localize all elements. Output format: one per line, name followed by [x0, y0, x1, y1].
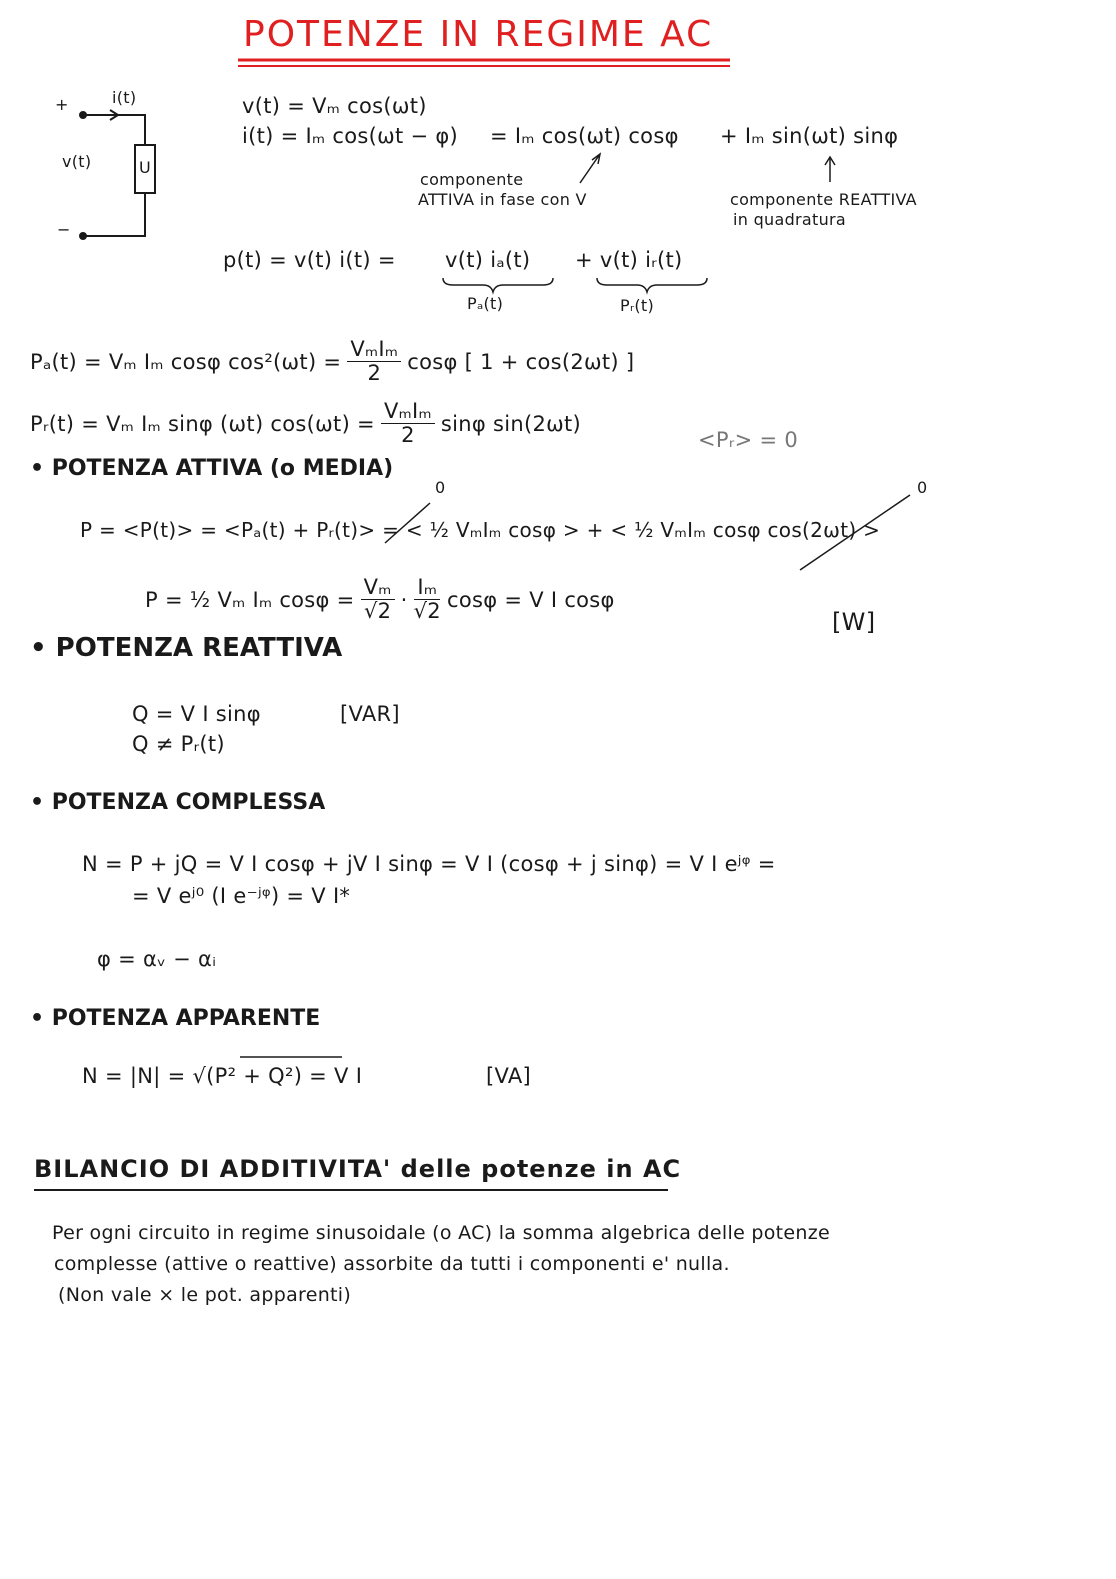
arrow-active — [580, 154, 600, 183]
paragraph-line-1: Per ogni circuito in regime sinusoidale (o AC) la somma algebrica delle potenze — [52, 1222, 831, 1244]
component-label: U — [139, 158, 152, 177]
pr-average: <Pᵣ> = 0 — [698, 428, 798, 452]
eq-pr — [30, 400, 581, 447]
pr-den: 2 — [401, 423, 415, 448]
eq-n-2: = V eʲ⁰ (I e⁻ʲᵠ) = V I* — [132, 884, 351, 908]
pr-left: Pᵣ(t) = Vₘ Iₘ sinφ (ωt) cos(ωt) = — [30, 411, 375, 436]
pr-fraction — [381, 400, 435, 447]
minus-sign: − — [57, 220, 71, 239]
eq-pa — [30, 338, 634, 385]
eq-q: Q = V I sinφ — [132, 702, 261, 726]
p-f1-num: Vₘ — [361, 576, 395, 600]
heading-balance: BILANCIO DI ADDITIVITA' delle potenze in AC — [34, 1155, 682, 1183]
p-frac-i — [414, 576, 441, 623]
pr-right: sinφ sin(2ωt) — [440, 411, 582, 436]
pa-right: cosφ [ 1 + cos(2ωt) ] — [407, 349, 635, 374]
heading-apparent-power: • POTENZA APPARENTE — [30, 1006, 321, 1031]
eq-n-1: N = P + jQ = V I cosφ + jV I sinφ = V I (cosφ + j sinφ) = V I eʲᵠ = — [82, 852, 776, 876]
p-f2-den: √2 — [413, 599, 441, 624]
note-reactive-1: componente REATTIVA — [730, 190, 917, 209]
p-dot: · — [400, 587, 408, 612]
zero-label-1: 0 — [435, 478, 446, 497]
voltage-label: v(t) — [62, 152, 92, 171]
plus-sign: + — [55, 95, 69, 114]
heading-reactive-power: • POTENZA REATTIVA — [30, 633, 343, 663]
brace-label-active: Pₐ(t) — [467, 294, 504, 313]
wire-bottom — [83, 193, 145, 236]
pa-fraction — [347, 338, 401, 385]
heading-complex-power: • POTENZA COMPLESSA — [30, 790, 326, 815]
pr-num: VₘIₘ — [381, 400, 435, 424]
eq-p-result — [145, 576, 615, 623]
page-title: POTENZE IN REGIME AC — [243, 14, 714, 55]
note-reactive-2: in quadratura — [733, 210, 847, 229]
eq-current-reactive: + Iₘ sin(ωt) sinφ — [720, 124, 899, 148]
p-frac-v — [361, 576, 395, 623]
heading-active-power: • POTENZA ATTIVA (o MEDIA) — [30, 456, 394, 481]
p-end: cosφ = V I cosφ — [446, 587, 615, 612]
current-label: i(t) — [112, 88, 137, 107]
eq-phi: φ = αᵥ − αᵢ — [97, 947, 217, 971]
p-unit: [W] — [832, 608, 876, 636]
p-f2-num: Iₘ — [414, 576, 440, 600]
eq-power-active-part: v(t) iₐ(t) — [445, 248, 531, 272]
p-f1-den: √2 — [363, 599, 392, 624]
q-unit: [VAR] — [340, 702, 400, 726]
eq-current: i(t) = Iₘ cos(ωt − φ) — [242, 124, 458, 148]
brace-label-reactive: Pᵣ(t) — [620, 296, 655, 315]
paragraph-line-3: (Non vale × le pot. apparenti) — [58, 1284, 352, 1306]
eq-voltage: v(t) = Vₘ cos(ωt) — [242, 94, 427, 118]
note-active-2: ATTIVA in fase con V — [418, 190, 587, 209]
n-unit: [VA] — [486, 1064, 531, 1088]
eq-q-neq: Q ≠ Pᵣ(t) — [132, 732, 225, 756]
zero-label-2: 0 — [917, 478, 928, 497]
pa-num: VₘIₘ — [347, 338, 401, 362]
brace-active — [443, 278, 553, 292]
wire-top — [83, 115, 145, 145]
note-active-1: componente — [420, 170, 524, 189]
pa-den: 2 — [367, 361, 382, 386]
pa-left: Pₐ(t) = Vₘ Iₘ cosφ cos²(ωt) = — [30, 349, 342, 374]
eq-current-active: = Iₘ cos(ωt) cosφ — [490, 124, 679, 148]
eq-power-inst: p(t) = v(t) i(t) = — [223, 248, 396, 272]
brace-reactive — [597, 278, 707, 292]
p-half: P = ½ Vₘ Iₘ cosφ = — [145, 587, 355, 612]
eq-power-reactive-part: + v(t) iᵣ(t) — [575, 248, 683, 272]
eq-n-abs: N = |N| = √(P² + Q²) = V I — [82, 1064, 363, 1088]
paragraph-line-2: complesse (attive o reattive) assorbite da tutti i componenti e' nulla. — [54, 1253, 730, 1275]
eq-p-average: P = <P(t)> = <Pₐ(t) + Pᵣ(t)> = < ½ VₘIₘ cosφ > + < ½ VₘIₘ cosφ cos(2ωt) > — [80, 518, 881, 542]
